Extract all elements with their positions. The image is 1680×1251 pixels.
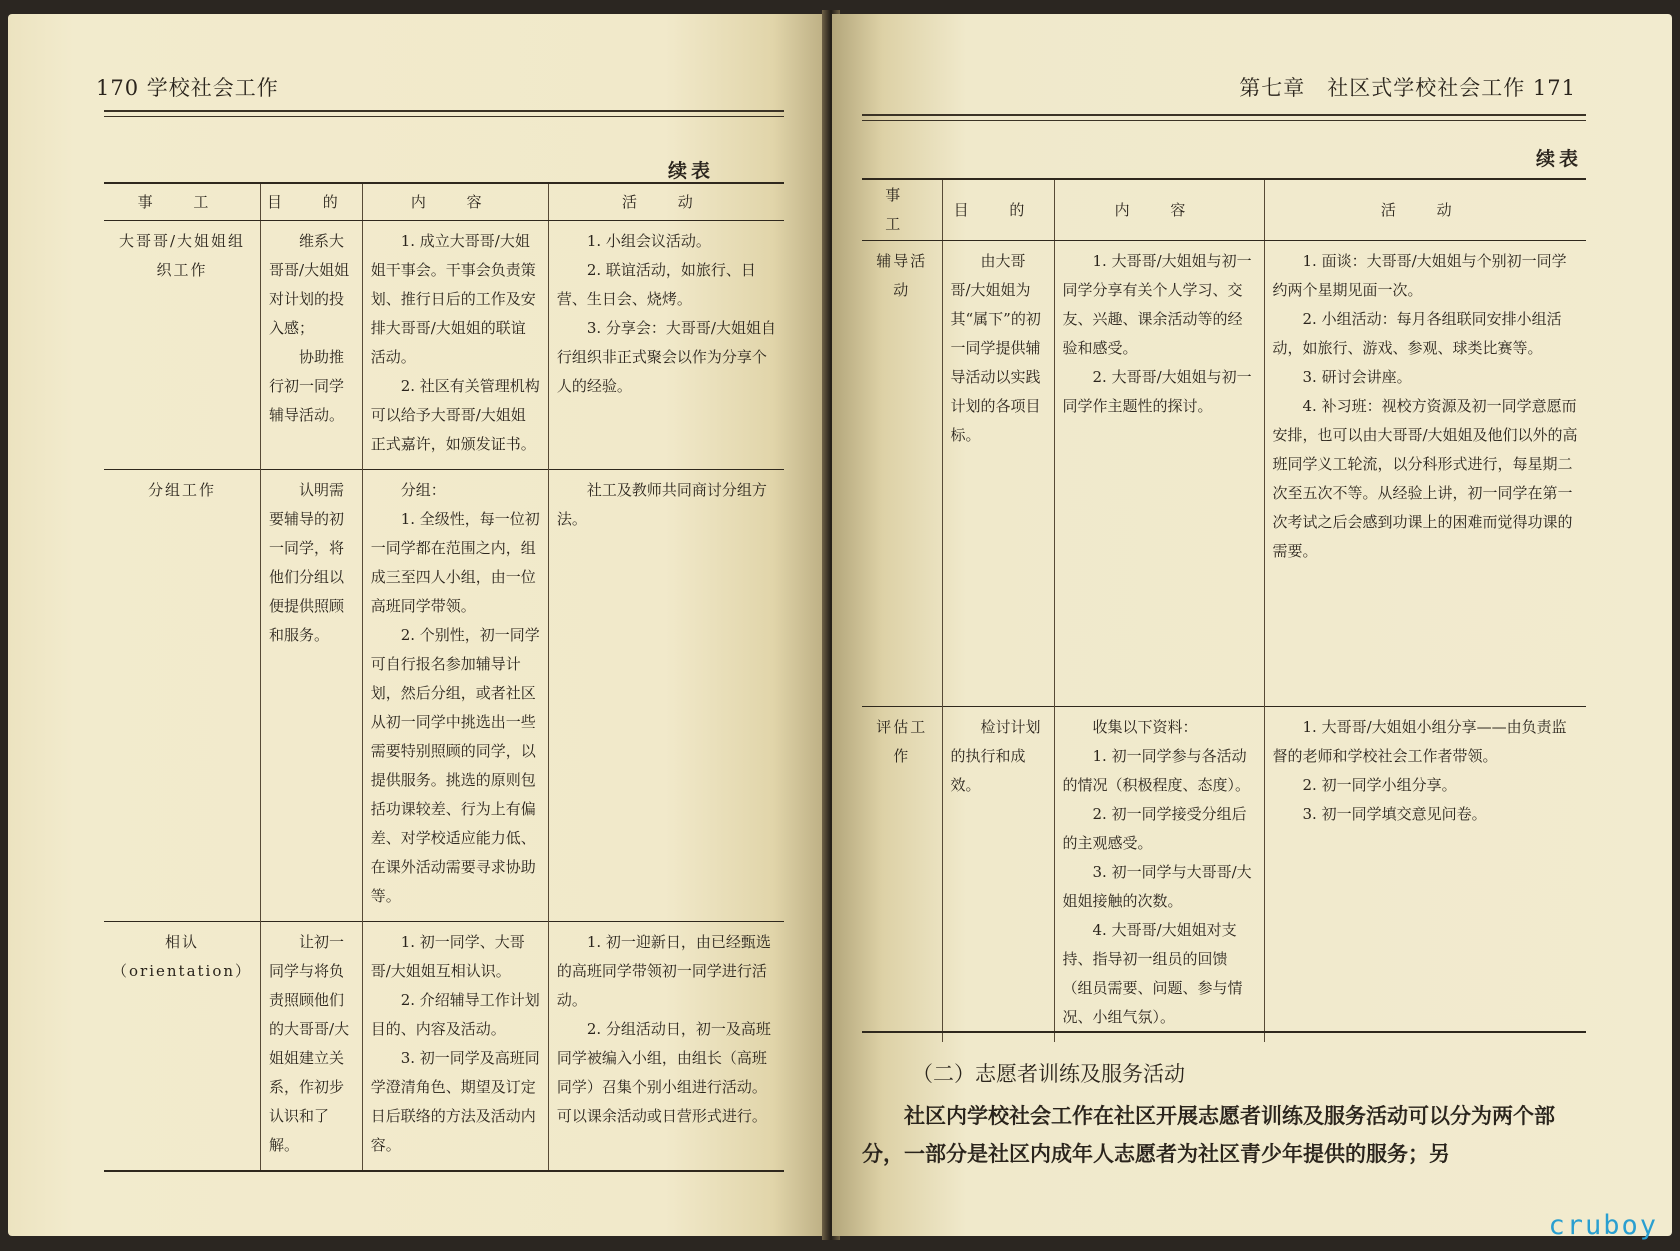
table-bottom-rule xyxy=(862,1031,1586,1033)
cell-paragraph: 1. 大哥哥/大姐姐小组分享——由负责监督的老师和学校社会工作者带领。 xyxy=(1272,718,1567,765)
cell-paragraph: 分组： xyxy=(400,481,446,499)
cell-paragraph: 1. 小组会议活动。 xyxy=(586,232,711,250)
purpose-cell xyxy=(942,707,1054,1043)
continued-label: 续表 xyxy=(1536,148,1583,170)
table-row xyxy=(104,221,784,470)
column-header: 活 动 xyxy=(548,183,784,221)
cell-paragraph: 1. 初一迎新日，由已经甄选的高班同学带领初一同学进行活动。 xyxy=(556,933,771,1009)
cell-paragraph: 社工及教师共同商讨分组方法。 xyxy=(556,481,767,528)
header-rule xyxy=(862,114,1586,116)
table-row xyxy=(104,470,784,922)
cell-paragraph: 2. 社区有关管理机构可以给予大哥哥/大姐姐正式嘉许，如颁发证书。 xyxy=(370,377,540,453)
cell-paragraph: 认明需要辅导的初一同学，将他们分组以便提供照顾和服务。 xyxy=(269,481,345,644)
column-header: 活 动 xyxy=(1264,179,1586,241)
activity-cell xyxy=(548,922,784,1172)
cell-paragraph: 由大哥哥/大姐姐为其“属下”的初一同学提供辅导活动以实践计划的各项目标。 xyxy=(950,252,1041,444)
header-rule-thin xyxy=(862,120,1586,121)
column-header: 事 工 xyxy=(862,179,942,241)
continued-label: 续表 xyxy=(668,160,715,182)
cell-paragraph: 协助推行初一同学辅导活动。 xyxy=(269,348,345,424)
cell-paragraph: 1. 成立大哥哥/大姐姐干事会。干事会负责策划、推行日后的工作及安排大哥哥/大姐姐的联谊活动。 xyxy=(370,232,536,366)
section-title: （二）志愿者训练及服务活动 xyxy=(912,1062,1185,1086)
activity-cell xyxy=(1264,707,1586,1043)
cell-paragraph: 3. 初一同学填交意见问卷。 xyxy=(1302,805,1487,823)
cell-paragraph: 2. 个别性，初一同学可自行报名参加辅导计划，然后分组，或者社区从初一同学中挑选出一些需要特别照顾的同学，以提供服务。挑选的原则包括功课较差、行为上有偏差、对学校适应能力低、在课外活动需要寻求协助等。 xyxy=(370,626,540,905)
cell-paragraph: 2. 分组活动日，初一及高班同学被编入小组，由组长（高班同学）召集个别小组进行活动。可以课余活动或日营形式进行。 xyxy=(556,1020,771,1125)
column-header: 内 容 xyxy=(362,183,548,221)
column-header: 事 工 xyxy=(104,183,261,221)
content-cell xyxy=(362,470,548,922)
activity-cell xyxy=(548,221,784,470)
column-header: 内 容 xyxy=(1054,179,1264,241)
cell-paragraph: 1. 全级性，每一位初一同学都在范围之内，组成三至四人小组，由一位高班同学带领。 xyxy=(370,510,540,615)
table-header-row xyxy=(862,179,1586,241)
cell-paragraph: 让初一同学与将负责照顾他们的大哥哥/大姐姐建立关系，作初步认识和了解。 xyxy=(269,933,350,1154)
table-row xyxy=(862,241,1586,707)
cell-paragraph: 1. 大哥哥/大姐姐与初一同学分享有关个人学习、交友、兴趣、课余活动等的经验和感受。 xyxy=(1062,252,1252,357)
activity-cell xyxy=(548,470,784,922)
cell-paragraph: 检讨计划的执行和成效。 xyxy=(950,718,1041,794)
cell-paragraph: 3. 初一同学及高班同学澄清角色、期望及订定日后联络的方法及活动内容。 xyxy=(370,1049,540,1154)
purpose-cell xyxy=(261,470,363,922)
cell-paragraph: 1. 面谈：大哥哥/大姐姐与个别初一同学约两个星期见面一次。 xyxy=(1272,252,1567,299)
task-name: 相认（orientation） xyxy=(104,922,261,1172)
cell-paragraph: 2. 初一同学接受分组后的主观感受。 xyxy=(1062,805,1247,852)
cell-paragraph: 收集以下资料： xyxy=(1092,718,1198,736)
body-paragraph: 社区内学校社会工作在社区开展志愿者训练及服务活动可以分为两个部分，一部分是社区内成年人志愿者为社区青少年提供的服务；另 xyxy=(862,1103,1555,1166)
running-head: 第七章 社区式学校社会工作 171 xyxy=(1239,76,1576,100)
column-header: 目 的 xyxy=(261,183,363,221)
cell-paragraph: 4. 补习班：视校方资源及初一同学意愿而安排，也可以由大哥哥/大姐姐及他们以外的高班同学义工轮流，以分科形式进行，每星期二次至五次不等。从经验上讲，初一同学在第一次考试之后会感到功课上的困难而觉得功课的需要。 xyxy=(1272,397,1578,560)
cell-paragraph: 2. 初一同学小组分享。 xyxy=(1302,776,1457,794)
cell-paragraph: 4. 大哥哥/大姐姐对支持、指导初一组员的回馈（组员需要、问题、参与情况、小组气氛）。 xyxy=(1062,921,1243,1026)
right-page xyxy=(832,14,1672,1236)
activity-table xyxy=(862,178,1586,1042)
content-cell xyxy=(362,922,548,1172)
content-cell xyxy=(362,221,548,470)
cell-paragraph: 3. 分享会：大哥哥/大姐姐自行组织非正式聚会以作为分享个人的经验。 xyxy=(556,319,776,395)
cell-paragraph: 2. 小组活动：每月各组联同安排小组活动，如旅行、游戏、参观、球类比赛等。 xyxy=(1272,310,1562,357)
cell-paragraph: 2. 联谊活动，如旅行、日营、生日会、烧烤。 xyxy=(556,261,756,308)
header-rule xyxy=(104,110,784,112)
purpose-cell xyxy=(942,241,1054,707)
watermark: cruboy xyxy=(1548,1210,1658,1241)
running-head: 170 学校社会工作 xyxy=(96,76,279,100)
content-cell xyxy=(1054,241,1264,707)
cell-paragraph: 维系大哥哥/大姐姐对计划的投入感； xyxy=(269,232,350,337)
cell-paragraph: 3. 初一同学与大哥哥/大姐姐接触的次数。 xyxy=(1062,863,1252,910)
activity-table xyxy=(104,182,784,1172)
table-row xyxy=(862,707,1586,1043)
left-page xyxy=(8,14,830,1236)
cell-paragraph: 1. 初一同学、大哥哥/大姐姐互相认识。 xyxy=(370,933,525,980)
table-row xyxy=(104,922,784,1172)
cell-paragraph: 2. 介绍辅导工作计划目的、内容及活动。 xyxy=(370,991,540,1038)
task-name: 辅导活动 xyxy=(876,252,928,299)
table-header-row xyxy=(104,183,784,221)
content-cell xyxy=(1054,707,1264,1043)
cell-paragraph: 1. 初一同学参与各活动的情况（积极程度、态度）。 xyxy=(1062,747,1251,794)
task-name: 分组工作 xyxy=(104,470,261,922)
task-name: 大哥哥/大姐姐组织工作 xyxy=(118,232,246,279)
task-name: 评估工作 xyxy=(862,707,942,1043)
cell-paragraph: 3. 研讨会讲座。 xyxy=(1302,368,1412,386)
column-header: 目 的 xyxy=(942,179,1054,241)
activity-cell xyxy=(1264,241,1586,707)
purpose-cell xyxy=(261,221,363,470)
cell-paragraph: 2. 大哥哥/大姐姐与初一同学作主题性的探讨。 xyxy=(1062,368,1252,415)
header-rule-thin xyxy=(104,116,784,117)
purpose-cell xyxy=(261,922,363,1172)
